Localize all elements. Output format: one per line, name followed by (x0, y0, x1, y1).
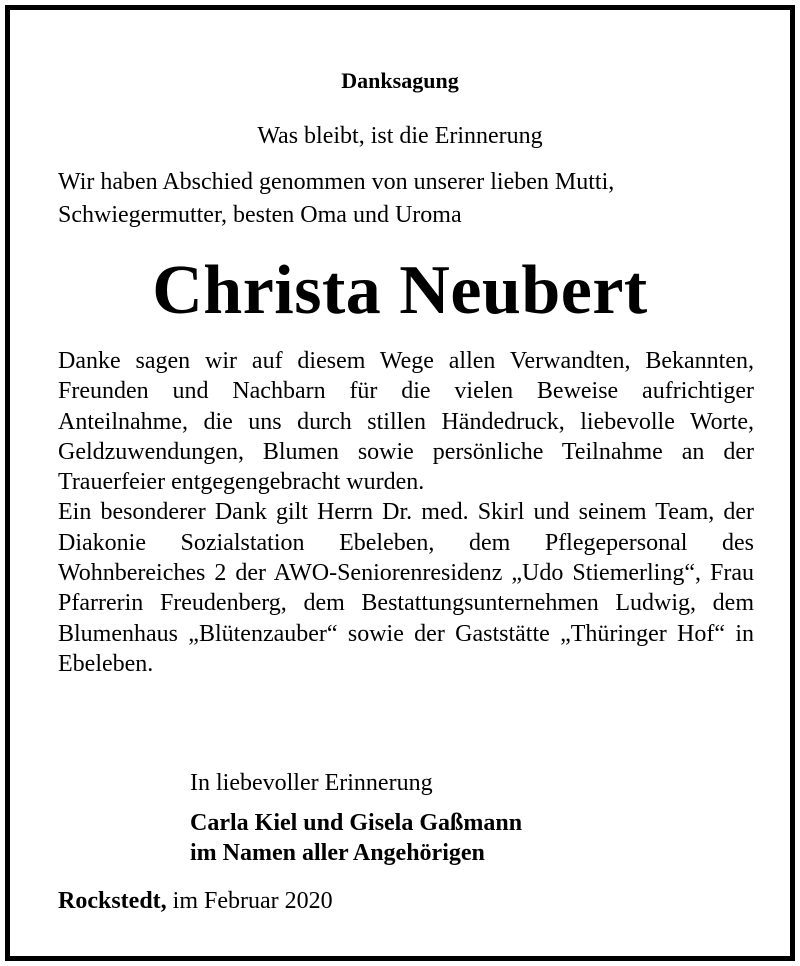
obituary-notice (5, 5, 795, 961)
special-thanks-paragraph: Ein besonderer Dank gilt Herrn Dr. med. Skirl und seinem Team, der Diakonie Sozialstation Ebeleben, dem Pflegepersonal des Wohnbereiches 2 der AWO-Seniorenresidenz „Udo Stiemerling“, Frau Pfarrerin Freudenberg, dem Bestattungsunternehmen Ludwig, dem Blumenhaus „Blütenzauber“ sowie der Gaststätte „Thüringer Hof“ in Ebeleben. (58, 499, 754, 677)
notice-heading: Danksagung (341, 68, 459, 93)
thanks-paragraph: Danke sagen wir auf diesem Wege allen Verwandten, Bekannten, Freunden und Nachbarn für die vielen Beweise aufrichtiger Anteilnahme, die uns durch stillen Händedruck, liebevolle Worte, Geldzuwendungen, Blumen sowie persönliche Teilnahme an der Trauerfeier entgegengebracht wurden. (58, 348, 754, 496)
date: im Februar 2020 (166, 888, 333, 914)
closing-line: In liebevoller Erinnerung (190, 770, 433, 796)
place: Rockstedt, (58, 888, 167, 914)
deceased-name: Christa Neubert (152, 252, 648, 329)
signers (190, 808, 522, 868)
signers-names: Carla Kiel und Gisela Gaßmann (190, 810, 523, 836)
notice-intro: Wir haben Abschied genommen von unserer lieben Mutti, Schwiegermutter, besten Oma und Uroma (58, 169, 615, 228)
thanks-body (58, 346, 754, 679)
notice-motto: Was bleibt, ist die Erinnerung (257, 123, 543, 149)
signers-on-behalf: im Namen aller Angehörigen (190, 840, 485, 866)
place-and-date (58, 886, 333, 916)
